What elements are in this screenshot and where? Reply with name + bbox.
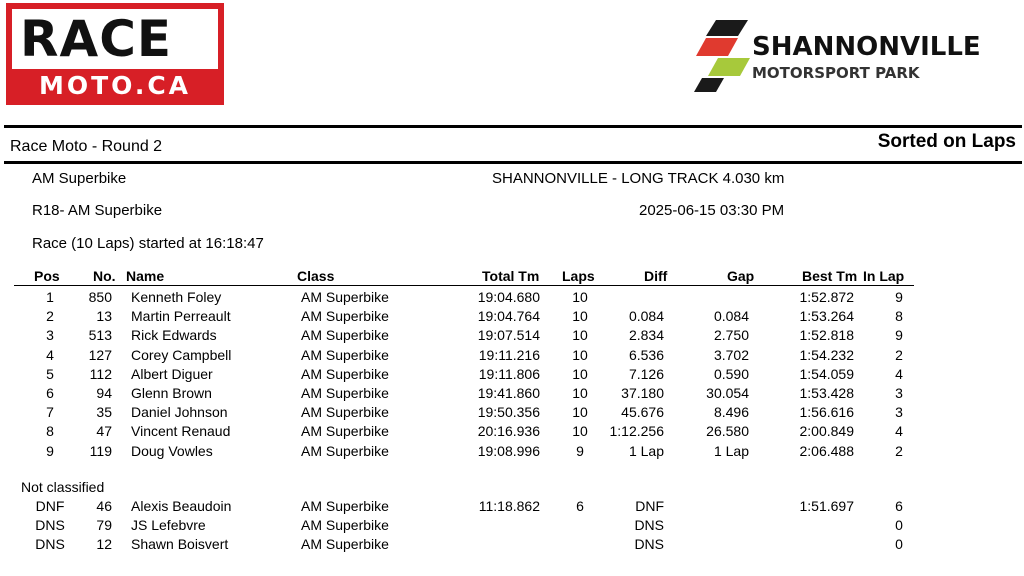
cell-inlap: 2 — [895, 442, 903, 459]
cell-diff: 7.126 — [628, 365, 664, 382]
cell-name: Vincent Renaud — [131, 423, 231, 440]
cell-diff: 6.536 — [628, 346, 664, 363]
cell-laps: 10 — [572, 404, 588, 421]
cell-pos: 7 — [46, 404, 54, 421]
cell-pos: 2 — [46, 308, 54, 325]
col-best: Best Tm — [802, 268, 858, 284]
shannonville-flag-icon — [694, 20, 750, 95]
cell-best: 1:53.264 — [799, 308, 854, 325]
cell-best: 1:54.232 — [799, 346, 854, 363]
cell-no: 112 — [89, 365, 112, 382]
cell-best: 1:56.616 — [799, 404, 854, 421]
cell-total: 19:07.514 — [477, 327, 540, 344]
cell-pos: DNF — [35, 498, 65, 514]
header-underline — [14, 285, 914, 286]
cell-laps: 10 — [572, 385, 588, 401]
race-moto-logo-bottom: MOTO.CA — [38, 71, 192, 100]
cell-class: AM Superbike — [301, 517, 389, 534]
track-name: SHANNONVILLE - LONG TRACK 4.030 km — [492, 170, 785, 187]
result-row — [0, 347, 1024, 366]
cell-pos: DNS — [35, 536, 65, 553]
race-moto-logo-top: RACE — [20, 10, 173, 68]
cell-total: 20:16.936 — [477, 423, 540, 440]
cell-best: 1:54.059 — [799, 365, 854, 382]
cell-inlap: 8 — [895, 308, 903, 325]
cell-gap: 0.084 — [713, 308, 749, 325]
col-pos: Pos — [34, 268, 60, 284]
cell-total: 19:04.680 — [477, 289, 540, 305]
cell-inlap: 3 — [895, 385, 903, 401]
cell-inlap: 2 — [895, 346, 903, 363]
col-total: Total Tm — [482, 268, 540, 284]
col-laps: Laps — [562, 268, 595, 284]
cell-name: Albert Diguer — [131, 365, 213, 382]
cell-pos: 5 — [46, 365, 54, 382]
cell-laps: 6 — [576, 498, 584, 514]
result-row — [0, 308, 1024, 327]
cell-class: AM Superbike — [301, 423, 389, 440]
race-id: R18- AM Superbike — [32, 202, 163, 219]
cell-no: 850 — [88, 289, 112, 305]
cell-inlap: 9 — [895, 327, 903, 344]
cell-name: Daniel Johnson — [131, 404, 228, 421]
header-rule-top — [4, 125, 1022, 128]
cell-best: 1:51.697 — [799, 498, 854, 514]
cell-class: AM Superbike — [301, 365, 389, 382]
cell-class: AM Superbike — [301, 289, 389, 305]
cell-total: 19:41.860 — [477, 385, 540, 401]
cell-name: Rick Edwards — [131, 327, 217, 344]
sort-label: Sorted on Laps — [877, 131, 1016, 152]
cell-laps: 10 — [572, 327, 588, 344]
header-rule-bottom — [4, 161, 1022, 164]
cell-diff: 1:12.256 — [609, 423, 664, 440]
cell-class: AM Superbike — [301, 442, 389, 459]
col-name: Name — [126, 268, 165, 284]
cell-pos: DNS — [35, 517, 65, 534]
race-moto-logo — [6, 3, 224, 105]
cell-class: AM Superbike — [301, 385, 389, 401]
class-name: AM Superbike — [32, 170, 127, 187]
cell-gap: 26.580 — [706, 423, 749, 440]
shannonville-logo-title: SHANNONVILLE — [752, 32, 981, 62]
cell-gap: 1 Lap — [713, 442, 749, 459]
cell-diff: 0.084 — [628, 308, 664, 325]
cell-best: 1:52.872 — [799, 289, 854, 305]
cell-inlap: 4 — [895, 423, 903, 440]
cell-laps: 10 — [572, 289, 588, 305]
cell-no: 35 — [96, 404, 112, 421]
cell-total: 19:04.764 — [477, 308, 540, 325]
cell-class: AM Superbike — [301, 327, 389, 344]
cell-name: Shawn Boisvert — [131, 536, 229, 553]
shannonville-logo — [694, 20, 1019, 95]
cell-name: Corey Campbell — [131, 346, 232, 363]
result-row — [0, 366, 1024, 385]
cell-laps: 10 — [572, 308, 588, 325]
cell-diff: 45.676 — [621, 404, 664, 421]
cell-laps: 10 — [572, 365, 588, 382]
result-row — [0, 385, 1024, 404]
cell-laps: 10 — [572, 346, 588, 363]
col-inlap: In Lap — [863, 268, 905, 284]
not-classified-label: Not classified — [21, 479, 105, 495]
cell-no: 513 — [88, 327, 112, 344]
col-no: No. — [93, 268, 116, 284]
cell-class: AM Superbike — [301, 498, 389, 514]
not-classified-row — [0, 517, 1024, 536]
cell-pos: 9 — [46, 442, 54, 459]
not-classified-row — [0, 498, 1024, 517]
cell-class: AM Superbike — [301, 346, 389, 363]
col-diff: Diff — [644, 268, 668, 284]
cell-gap: 3.702 — [713, 346, 749, 363]
cell-pos: 1 — [46, 289, 54, 305]
cell-total: 19:08.996 — [477, 442, 540, 459]
cell-laps: 9 — [576, 442, 584, 459]
cell-no: 13 — [96, 308, 112, 325]
cell-pos: 6 — [46, 385, 54, 401]
cell-name: Martin Perreault — [131, 308, 231, 325]
not-classified-row — [0, 536, 1024, 555]
col-gap: Gap — [727, 268, 755, 284]
cell-inlap: 4 — [895, 365, 903, 382]
cell-name: Kenneth Foley — [131, 289, 222, 305]
result-row — [0, 327, 1024, 346]
cell-best: 2:00.849 — [799, 423, 854, 440]
cell-pos: 8 — [46, 423, 54, 440]
cell-no: 127 — [88, 346, 112, 363]
cell-diff: DNS — [634, 536, 664, 553]
cell-total: 19:11.216 — [478, 346, 540, 363]
cell-class: AM Superbike — [301, 536, 389, 553]
cell-inlap: 9 — [895, 289, 903, 305]
cell-no: 46 — [96, 498, 112, 514]
result-row — [0, 423, 1024, 442]
result-row — [0, 289, 1024, 308]
cell-name: Glenn Brown — [131, 385, 212, 401]
cell-total: 19:11.806 — [478, 365, 540, 382]
shannonville-logo-subtitle: MOTORSPORT PARK — [752, 64, 920, 82]
cell-total: 19:50.356 — [477, 404, 540, 421]
cell-diff: 2.834 — [628, 327, 664, 344]
col-class: Class — [297, 268, 335, 284]
cell-diff: 1 Lap — [628, 442, 664, 459]
cell-pos: 4 — [46, 346, 54, 363]
race-start: Race (10 Laps) started at 16:18:47 — [32, 235, 264, 252]
cell-no: 119 — [89, 442, 112, 459]
cell-inlap: 3 — [895, 404, 903, 421]
cell-no: 12 — [96, 536, 112, 553]
cell-diff: DNF — [635, 498, 664, 514]
cell-diff: DNS — [634, 517, 664, 534]
cell-total: 11:18.862 — [478, 498, 540, 514]
result-row — [0, 404, 1024, 423]
cell-gap: 2.750 — [713, 327, 749, 344]
cell-laps: 10 — [572, 423, 588, 440]
cell-class: AM Superbike — [301, 308, 389, 325]
cell-gap: 0.590 — [713, 365, 749, 382]
cell-best: 1:52.818 — [799, 327, 854, 344]
race-datetime: 2025-06-15 03:30 PM — [639, 202, 785, 219]
cell-no: 47 — [96, 423, 112, 440]
cell-inlap: 0 — [895, 517, 903, 534]
cell-name: Doug Vowles — [131, 442, 213, 459]
result-row — [0, 443, 1024, 462]
cell-name: Alexis Beaudoin — [131, 498, 232, 514]
cell-gap: 8.496 — [713, 404, 749, 421]
cell-pos: 3 — [46, 327, 54, 344]
cell-best: 2:06.488 — [799, 442, 854, 459]
cell-class: AM Superbike — [301, 404, 389, 421]
cell-gap: 30.054 — [706, 385, 749, 401]
event-title: Race Moto - Round 2 — [10, 138, 163, 155]
cell-best: 1:53.428 — [799, 385, 854, 401]
cell-name: JS Lefebvre — [131, 517, 206, 534]
cell-inlap: 0 — [895, 536, 903, 553]
cell-diff: 37.180 — [621, 385, 664, 401]
cell-inlap: 6 — [895, 498, 903, 514]
cell-no: 94 — [96, 385, 112, 401]
cell-no: 79 — [96, 517, 112, 534]
